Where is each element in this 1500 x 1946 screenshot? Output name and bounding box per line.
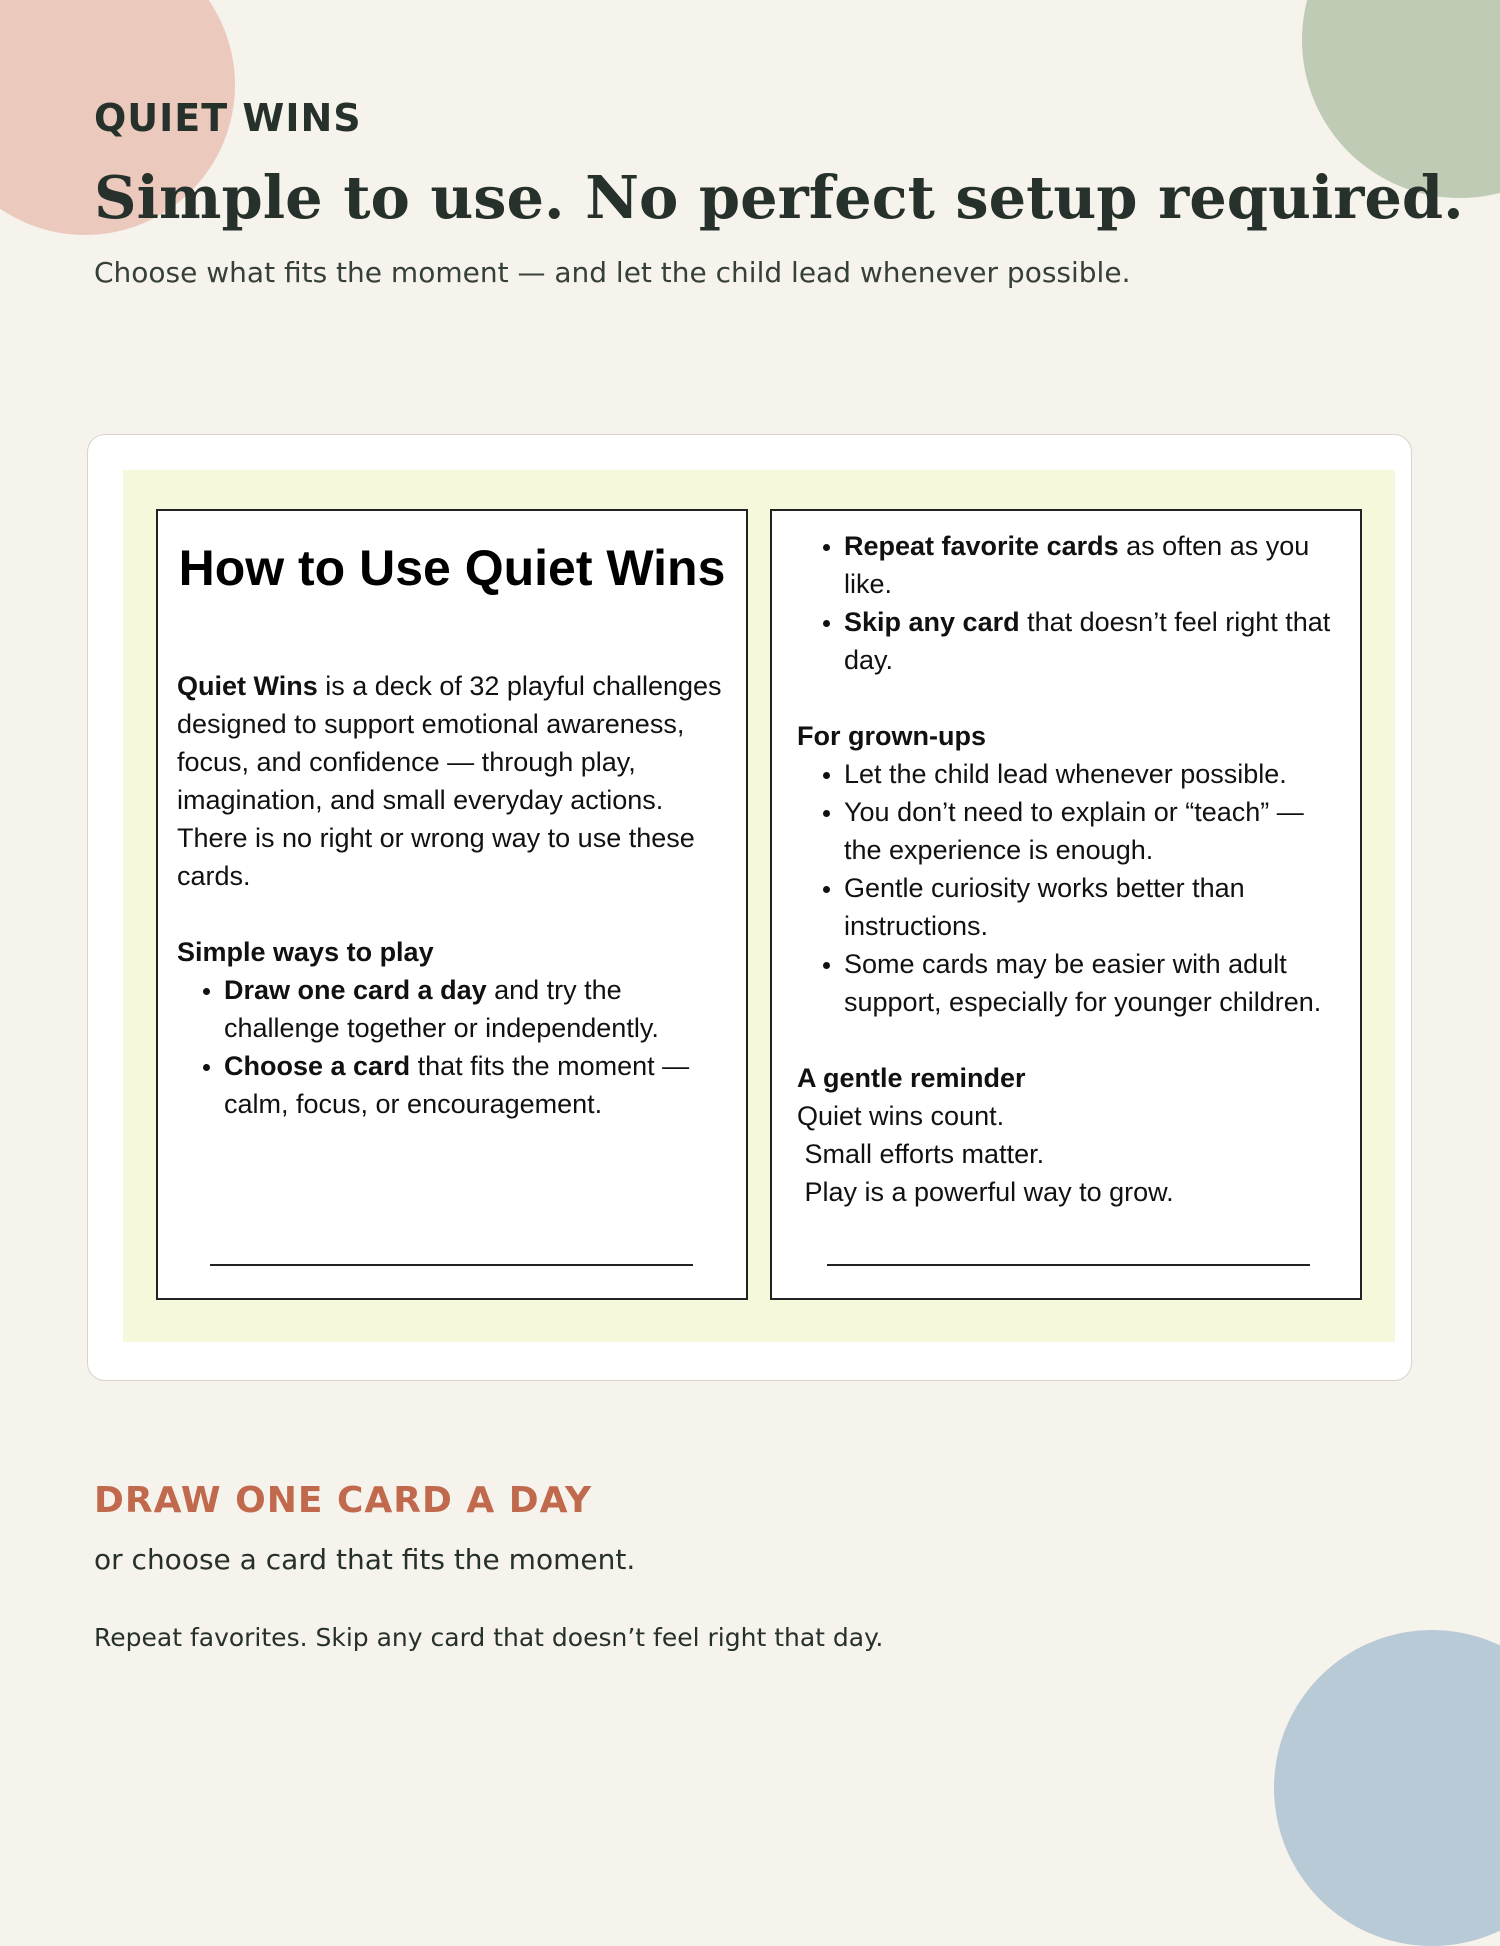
reminder-line: Small efforts matter. [797,1139,1045,1169]
list-item-text: and try the challenge together or independently. [224,975,659,1043]
list-item [844,527,1346,603]
list-item: • Let the child lead whenever possible. [844,755,1346,793]
instruction-card-left [156,509,748,1300]
card-title: How to Use Quiet Wins [178,540,726,596]
list-item-bold: Skip any card [844,607,1020,637]
decorative-circle-blue [1274,1630,1500,1946]
intro-bold: Quiet Wins [177,671,318,701]
intro-paragraph-2: There is no right or wrong way to use these cards. [177,823,695,891]
list-item [224,971,728,1047]
list-item: • Gentle curiosity works better than instructions. [844,869,1346,945]
ways-list-continued [797,527,1346,679]
list-item-text: that doesn’t feel right that day. [844,607,1331,675]
list-item-text: as often as you like. [844,531,1310,599]
tagline-subtext: or choose a card that fits the moment. [94,1543,636,1576]
reminder-line: Quiet wins count. [797,1101,1005,1131]
list-item-text: that fits the moment — calm, focus, or encouragement. [224,1051,690,1119]
list-item [844,603,1346,679]
reminder-line: Play is a powerful way to grow. [797,1177,1174,1207]
list-item [224,1047,728,1123]
eyebrow-label: QUIET WINS [94,96,362,140]
intro-text: is a deck of 32 playful challenges designed to support emotional awareness, focus, and confidence — through play, imagination, and small everyday actions. [177,671,722,815]
instruction-card-right [770,509,1362,1300]
card-body-left [177,667,728,1123]
list-item-bold: Repeat favorite cards [844,531,1119,561]
intro-paragraph [177,667,728,819]
page-headline: Simple to use. No perfect setup required. [94,163,1464,232]
grownups-list [797,755,1346,1021]
list-item-bold: Draw one card a day [224,975,487,1005]
section-heading-reminder: A gentle reminder [797,1063,1026,1093]
list-item-bold: Choose a card [224,1051,411,1081]
ways-list [177,971,728,1123]
card-divider-line [210,1264,693,1266]
page-subtitle: Choose what fits the moment — and let the child lead whenever possible. [94,256,1131,289]
tagline: DRAW ONE CARD A DAY [94,1480,593,1521]
tagline-note: Repeat favorites. Skip any card that doesn’t feel right that day. [94,1623,884,1652]
section-heading-grownups: For grown-ups [797,721,986,751]
card-divider-line [827,1264,1310,1266]
list-item: • Some cards may be easier with adult support, especially for younger children. [844,945,1346,1021]
section-heading-ways: Simple ways to play [177,937,434,967]
list-item: • You don’t need to explain or “teach” — the experience is enough. [844,793,1346,869]
card-body-right [797,527,1346,1211]
